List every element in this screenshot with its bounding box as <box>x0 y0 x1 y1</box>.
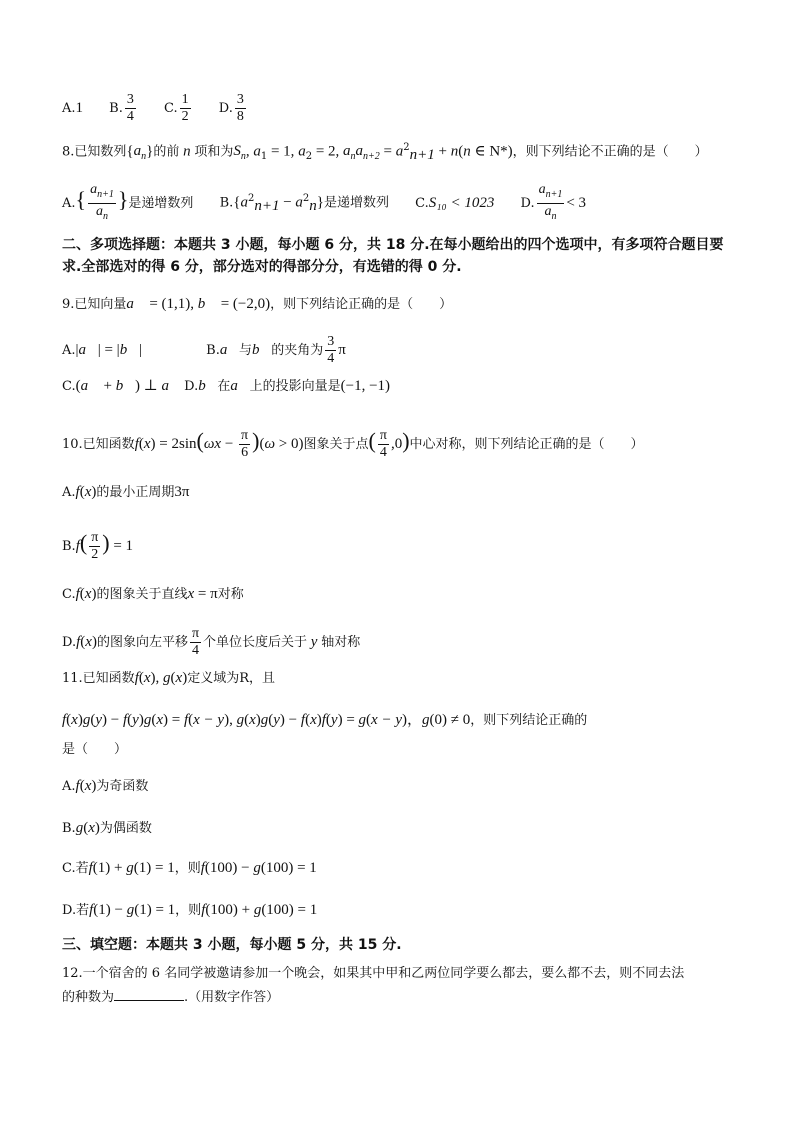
q9-stem: 9.已知向量a⃗ = (1,1), b⃗ = (−2,0)，则下列结论正确的是（ ） <box>62 296 453 312</box>
q9-option-c: C.(a⃗ + b⃗) ⊥ a⃗ <box>62 378 181 394</box>
section-3-heading: 三、填空题：本题共 3 小题，每小题 5 分，共 15 分. <box>62 937 402 953</box>
q12-line-1: 12.一个宿舍的 6 名同学被邀请参加一个晚会，如果其中甲和乙两位同学要么都去，要么都不去，则不同去法 <box>62 966 685 981</box>
q7-options <box>62 92 270 125</box>
q10-option-c: C.f(x)的图象关于直线x = π对称 <box>62 586 244 602</box>
q7-option-b: B. $\frac{3}{4}$ <box>109 92 134 124</box>
q8-options <box>62 182 608 225</box>
q7-option-d: D. $\frac{3}{8}$ <box>218 92 244 124</box>
q11-option-c: C.若f(1) + g(1) = 1，则f(100) − g(100) = 1 <box>62 860 317 876</box>
q11-stem-end: 是（ ） <box>62 742 128 757</box>
q11-option-d: D.若f(1) − g(1) = 1，则f(100) + g(100) = 1 <box>62 902 318 918</box>
q9-options-cd <box>62 378 390 395</box>
q7-option-c: C. $\frac{1}{2}$ <box>164 92 189 124</box>
q8-stem: 8.已知数列$\{a_n\}$的前 n 项和为$S_n$, $a_1 = 1$, $a_2 = 2$, $a_na_{n+2} = a^2_{n+1} + n(n$ ∈ N*)，则下列结论不正确的是（ ） <box>62 142 708 163</box>
q8-option-b: $B.\{a^2_{n+1} - a^2_n\}$是递增数列 <box>219 193 390 215</box>
q11-equation: f(x)g(y) − f(y)g(x) = f(x − y), g(x)g(y) − f(x)f(y) = g(x − y)，g(0) ≠ 0，则下列结论正确的 <box>62 712 588 728</box>
q9-option-b: B.a⃗与b⃗的夹角为 $\frac{3}{4}$ π <box>206 334 346 366</box>
q10-stem: 10.已知函数f(x) = 2sin(ωx − $\frac{\pi}{6}$ )(ω > 0)图象关于点( $\frac{\pi}{4}$ ,0)中心对称，则下列结论正确的是（ ） <box>62 428 644 460</box>
q10-option-a: A.f(x)的最小正周期3π <box>62 484 190 500</box>
section-2-heading: 二、多项选择题：本题共 3 小题，每小题 6 分，共 18 分.在每小题给出的四个选项中，有多项符合题目要求.全部选对的得 6 分，部分选对的得部分分，有选错的得 0 分. <box>62 237 724 275</box>
q9-option-d: D.b⃗在a⃗上的投影向量是(−1, −1) <box>184 378 391 394</box>
q10-option-d: D.f(x)的图象向左平移 $\frac{\pi}{4}$ 个单位长度后关于 y 轴对称 <box>62 626 361 658</box>
q7-option-a: A.1 <box>62 100 84 116</box>
q8-option-c: C.S₁₀ < 1023 <box>415 194 495 211</box>
q8-option-a: A.{ $\frac{a_{n+1}}{a_n}$ }是递增数列 <box>62 182 194 222</box>
q11-stem: 11.已知函数f(x), g(x)定义域为R，且 <box>62 670 275 686</box>
q12-answer-blank[interactable] <box>114 988 184 1001</box>
q12-line-2: 的种数为 .（用数字作答） <box>62 990 280 1005</box>
q9-option-a: A.|a⃗| = |b⃗| <box>62 342 142 358</box>
q8-option-d: D. $\frac{a_{n+1}}{a_n}$ < 3 <box>520 182 587 222</box>
q11-option-a: A.f(x)为奇函数 <box>62 778 149 794</box>
q10-option-b: B.f( $\frac{\pi}{2}$ ) = 1 <box>62 530 134 562</box>
q9-options-ab <box>62 334 346 367</box>
q11-option-b: B.g(x)为偶函数 <box>62 820 152 836</box>
